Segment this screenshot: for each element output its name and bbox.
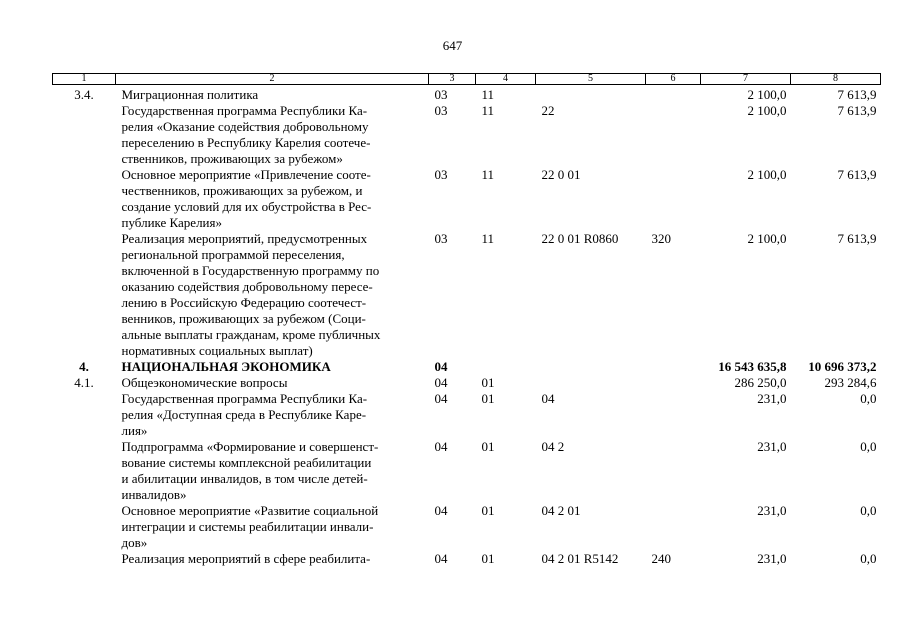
header-cell-6: 6 [646, 74, 701, 85]
subsection-code-cell: 01 [481, 439, 495, 454]
description-cell: Основное мероприятие «Привлечение сооте- чественников, проживающих за рубежом, и создание условий для их обустройства в Рес- публике Карелия» [121, 167, 372, 230]
column-number-header [53, 74, 881, 85]
expense-type-cell [646, 167, 701, 231]
row-number-cell [53, 551, 116, 567]
row-number-cell: 4. [79, 359, 89, 374]
amount-year2-cell: 7 613,9 [837, 231, 877, 246]
description-cell: Подпрограмма «Формирование и совершенст- вование системы комплексной реабилитации и абилитации инвалидов, в том числе детей- инвалидов» [121, 439, 379, 502]
expense-type-cell [646, 85, 701, 104]
target-article-cell: 04 [541, 391, 555, 406]
table-row [53, 359, 881, 375]
expense-type-cell [646, 375, 701, 391]
header-cell-2: 2 [116, 74, 429, 85]
row-number-cell [53, 231, 116, 359]
row-number-cell [53, 503, 116, 551]
table-row [53, 231, 881, 359]
description-cell: Государственная программа Республики Ка- релия «Доступная среда в Республике Каре- лия» [121, 391, 368, 438]
section-code-cell: 04 [434, 391, 448, 406]
amount-year1-cell: 2 100,0 [747, 103, 787, 118]
amount-year1-cell: 231,0 [757, 391, 787, 406]
budget-table [52, 73, 881, 567]
section-code-cell: 03 [434, 103, 448, 118]
section-code-cell: 04 [434, 359, 448, 374]
amount-year1-cell: 2 100,0 [747, 231, 787, 246]
row-number-cell: 3.4. [74, 87, 94, 102]
subsection-code-cell: 11 [481, 231, 495, 246]
section-code-cell: 04 [434, 375, 448, 390]
description-cell: Государственная программа Республики Ка- релия «Оказание содействия добровольному переселению в Республику Карелия соотече- ственников, проживающих за рубежом» [121, 103, 371, 166]
table-row [53, 167, 881, 231]
header-cell-3: 3 [429, 74, 476, 85]
table-row [53, 391, 881, 439]
target-article-cell: 22 [541, 103, 555, 118]
target-article-cell [536, 359, 646, 375]
target-article-cell [536, 375, 646, 391]
header-cell-1: 1 [53, 74, 116, 85]
expense-type-cell: 320 [651, 231, 671, 246]
expense-type-cell [646, 439, 701, 503]
table-row [53, 439, 881, 503]
subsection-code-cell: 01 [481, 375, 495, 390]
header-cell-7: 7 [701, 74, 791, 85]
amount-year2-cell: 7 613,9 [837, 103, 877, 118]
expense-type-cell [646, 391, 701, 439]
amount-year1-cell: 286 250,0 [734, 375, 787, 390]
target-article-cell: 22 0 01 R0860 [541, 231, 619, 246]
amount-year2-cell: 0,0 [860, 439, 877, 454]
expense-type-cell [646, 503, 701, 551]
table-row [53, 375, 881, 391]
expense-type-cell [646, 359, 701, 375]
header-cell-5: 5 [536, 74, 646, 85]
subsection-code-cell [476, 359, 536, 375]
amount-year1-cell: 231,0 [757, 439, 787, 454]
description-cell: НАЦИОНАЛЬНАЯ ЭКОНОМИКА [121, 359, 331, 374]
amount-year2-cell: 7 613,9 [837, 87, 877, 102]
section-code-cell: 04 [434, 503, 448, 518]
description-cell: Реализация мероприятий в сфере реабилита- [121, 551, 371, 566]
subsection-code-cell: 11 [481, 87, 495, 102]
table-row [53, 103, 881, 167]
table-row [53, 551, 881, 567]
row-number-cell [53, 167, 116, 231]
row-number-cell: 4.1. [74, 375, 94, 390]
table-row [53, 85, 881, 104]
section-code-cell: 04 [434, 439, 448, 454]
subsection-code-cell: 01 [481, 391, 495, 406]
header-cell-8: 8 [791, 74, 881, 85]
description-cell: Общеэкономические вопросы [121, 375, 288, 390]
page-number: 647 [442, 38, 463, 53]
header-cell-4: 4 [476, 74, 536, 85]
subsection-code-cell: 01 [481, 503, 495, 518]
amount-year2-cell: 293 284,6 [824, 375, 877, 390]
subsection-code-cell: 11 [481, 103, 495, 118]
row-number-cell [53, 439, 116, 503]
row-number-cell [53, 103, 116, 167]
subsection-code-cell: 11 [481, 167, 495, 182]
target-article-cell: 04 2 01 [541, 503, 581, 518]
amount-year1-cell: 2 100,0 [747, 167, 787, 182]
section-code-cell: 04 [434, 551, 448, 566]
amount-year1-cell: 16 543 635,8 [718, 359, 787, 374]
amount-year2-cell: 0,0 [860, 503, 877, 518]
target-article-cell: 22 0 01 [541, 167, 581, 182]
section-code-cell: 03 [434, 87, 448, 102]
amount-year2-cell: 7 613,9 [837, 167, 877, 182]
description-cell: Миграционная политика [121, 87, 259, 102]
table-body [53, 85, 881, 568]
amount-year1-cell: 231,0 [757, 503, 787, 518]
amount-year1-cell: 231,0 [757, 551, 787, 566]
subsection-code-cell: 01 [481, 551, 495, 566]
row-number-cell [53, 391, 116, 439]
description-cell: Основное мероприятие «Развитие социальной интеграции и системы реабилитации инвали- дов» [121, 503, 379, 550]
table-row [53, 503, 881, 551]
target-article-cell: 04 2 [541, 439, 565, 454]
amount-year1-cell: 2 100,0 [747, 87, 787, 102]
amount-year2-cell: 0,0 [860, 391, 877, 406]
section-code-cell: 03 [434, 167, 448, 182]
expense-type-cell: 240 [651, 551, 671, 566]
amount-year2-cell: 10 696 373,2 [808, 359, 877, 374]
target-article-cell: 04 2 01 R5142 [541, 551, 619, 566]
target-article-cell [536, 85, 646, 104]
description-cell: Реализация мероприятий, предусмотренных региональной программой переселения, включенной в Государственную программу по оказанию содействия добровольному пересе- лению в Российскую Федерацию соотечест- венников, проживающих за рубежом (Соци- альные выплаты гражданам, кроме публичных нормативных социальных выплат) [121, 231, 381, 358]
section-code-cell: 03 [434, 231, 448, 246]
amount-year2-cell: 0,0 [860, 551, 877, 566]
expense-type-cell [646, 103, 701, 167]
